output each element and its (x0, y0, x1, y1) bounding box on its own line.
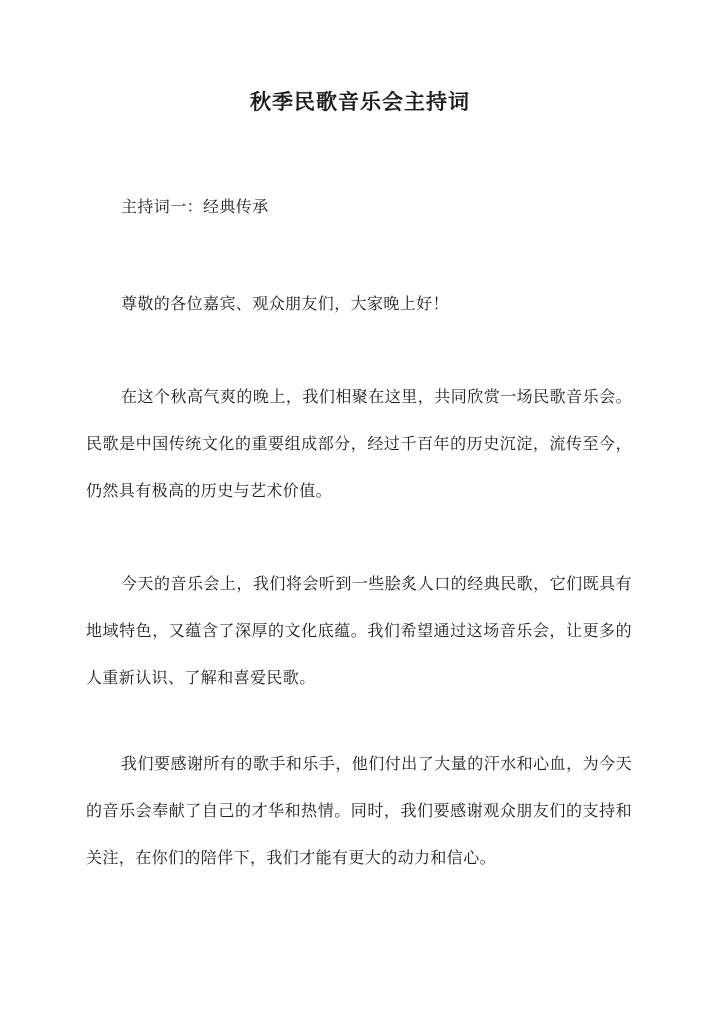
greeting-paragraph: 尊敬的各位嘉宾、观众朋友们，大家晚上好！ (121, 294, 450, 313)
thanks-paragraph: 我们要感谢所有的歌手和乐手，他们付出了大量的汗水和心血，为今天的音乐会奉献了自己的才华和热情。同时，我们要感谢观众朋友们的支持和关注，在你们的陪伴下，我们才能有更大的动力和信心。 (86, 754, 632, 867)
intro-paragraph: 在这个秋高气爽的晚上，我们相聚在这里，共同欣赏一场民歌音乐会。民歌是中国传统文化的重要组成部分，经过千百年的历史沉淀，流传至今，仍然具有极高的历史与艺术价值。 (86, 387, 632, 500)
program-paragraph: 今天的音乐会上，我们将会听到一些脍炙人口的经典民歌，它们既具有地域特色，又蕴含了深厚的文化底蕴。我们希望通过这场音乐会，让更多的人重新认识、了解和喜爱民歌。 (86, 574, 632, 687)
section-heading: 主持词一：经典传承 (121, 197, 269, 216)
document-title: 秋季民歌音乐会主持词 (250, 89, 470, 114)
